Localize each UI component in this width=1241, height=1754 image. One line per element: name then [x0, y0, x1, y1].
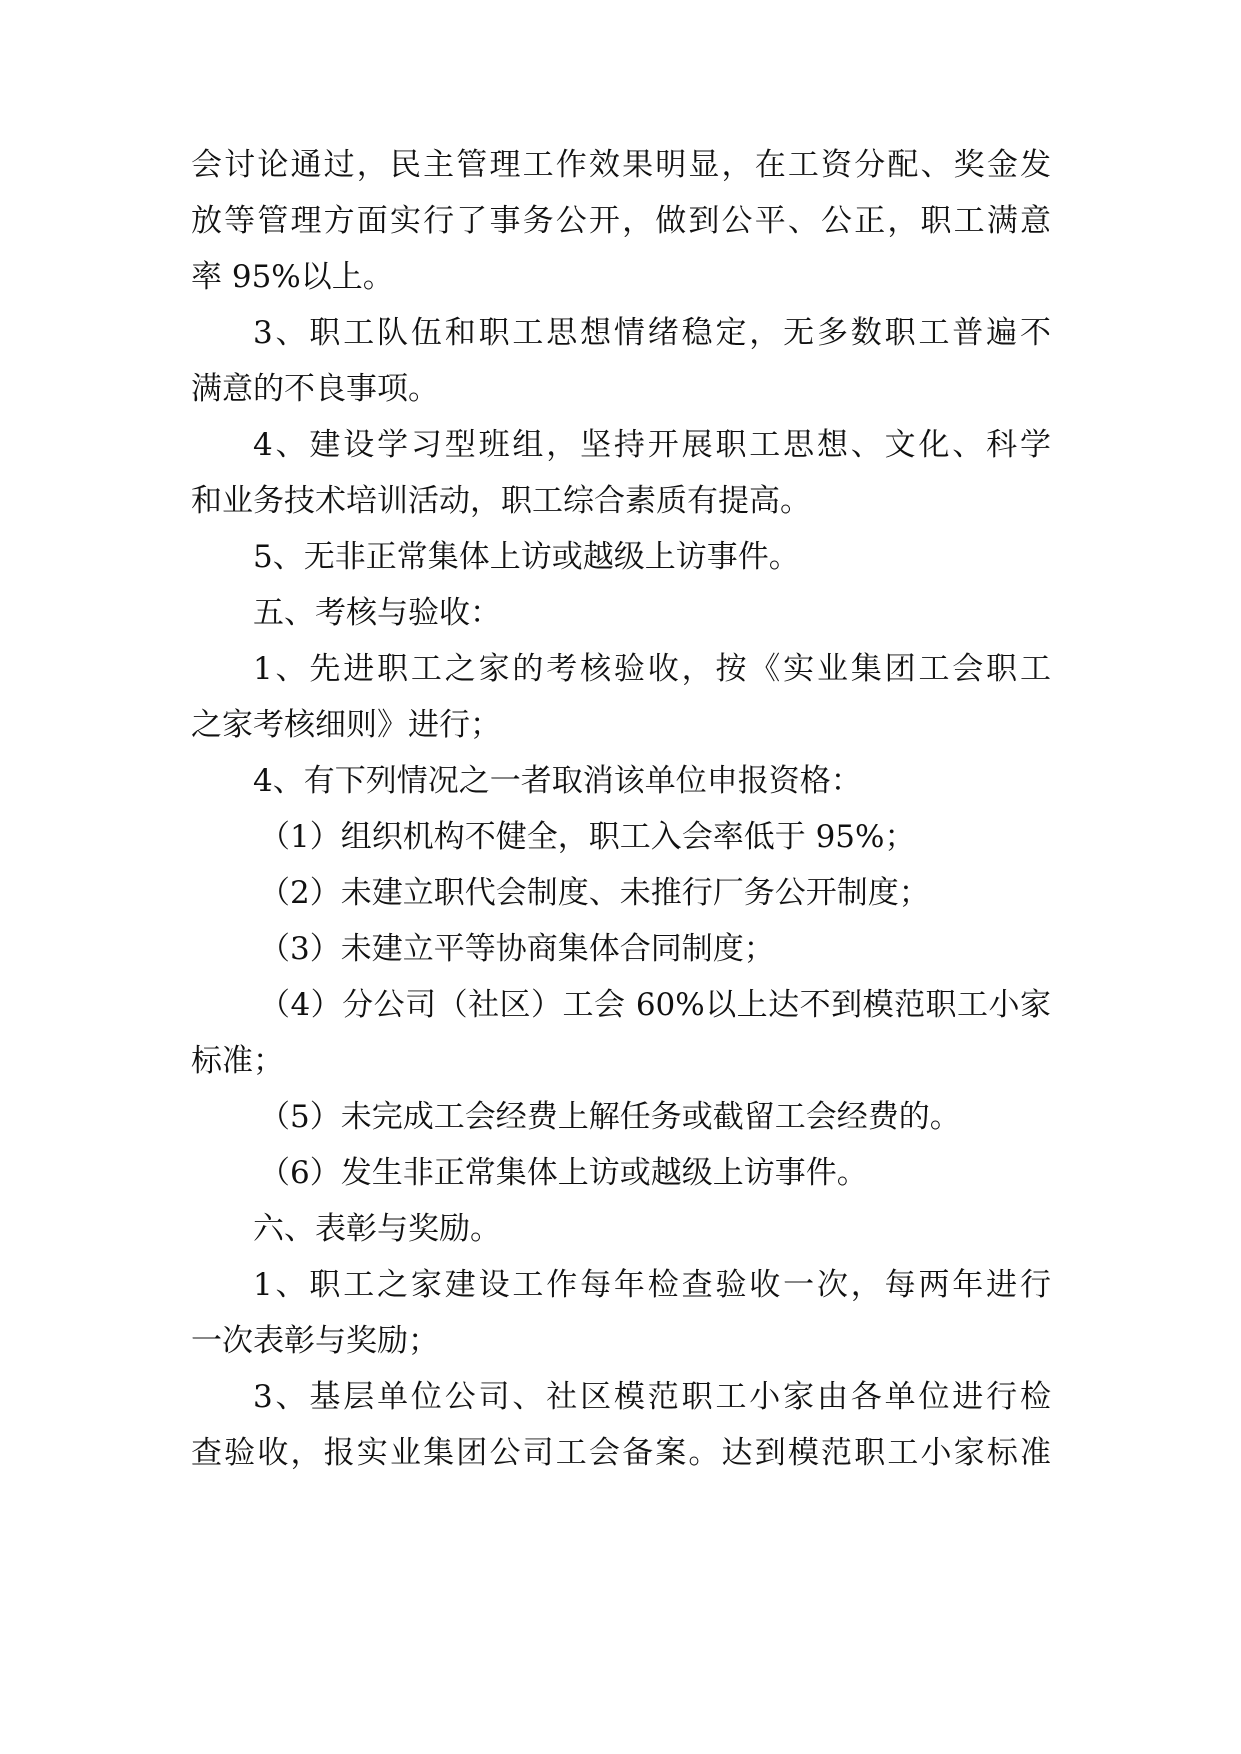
paragraph-line: 放等管理方面实行了事务公开，做到公平、公正，职工满意: [191, 203, 1051, 239]
paragraph-line: 满意的不良事项。: [191, 371, 439, 407]
paragraph-line: 会讨论通过，民主管理工作效果明显，在工资分配、奖金发: [191, 147, 1051, 183]
paragraph-line: 一次表彰与奖励；: [191, 1323, 439, 1359]
sub-item-3: （3）未建立平等协商集体合同制度；: [259, 931, 775, 967]
list-item-1: 1、先进职工之家的考核验收，按《实业集团工会职工: [253, 651, 1051, 687]
list-item-1-award: 1、职工之家建设工作每年检查验收一次，每两年进行: [253, 1267, 1051, 1303]
paragraph-line: 之家考核细则》进行；: [191, 707, 501, 743]
sub-item-4: （4）分公司（社区）工会 60%以上达不到模范职工小家: [259, 987, 1051, 1023]
list-item-4-disqualify: 4、有下列情况之一者取消该单位申报资格：: [253, 763, 862, 799]
sub-item-6: （6）发生非正常集体上访或越级上访事件。: [259, 1155, 868, 1191]
list-item-4: 4、建设学习型班组，坚持开展职工思想、文化、科学: [253, 427, 1051, 463]
sub-item-2: （2）未建立职代会制度、未推行厂务公开制度；: [259, 875, 930, 911]
section-heading-6: 六、表彰与奖励。: [253, 1211, 501, 1247]
list-item-3-award: 3、基层单位公司、社区模范职工小家由各单位进行检: [253, 1379, 1051, 1415]
sub-item-5: （5）未完成工会经费上解任务或截留工会经费的。: [259, 1099, 961, 1135]
paragraph-line: 和业务技术培训活动，职工综合素质有提高。: [191, 483, 811, 519]
paragraph-line: 率 95%以上。: [191, 259, 394, 295]
list-item-3: 3、职工队伍和职工思想情绪稳定，无多数职工普遍不: [253, 315, 1051, 351]
sub-item-1: （1）组织机构不健全，职工入会率低于 95%；: [259, 819, 916, 855]
paragraph-line: 查验收，报实业集团公司工会备案。达到模范职工小家标准: [191, 1435, 1051, 1471]
section-heading-5: 五、考核与验收：: [253, 595, 501, 631]
paragraph-line: 标准；: [191, 1043, 284, 1079]
list-item-5: 5、无非正常集体上访或越级上访事件。: [253, 539, 800, 575]
